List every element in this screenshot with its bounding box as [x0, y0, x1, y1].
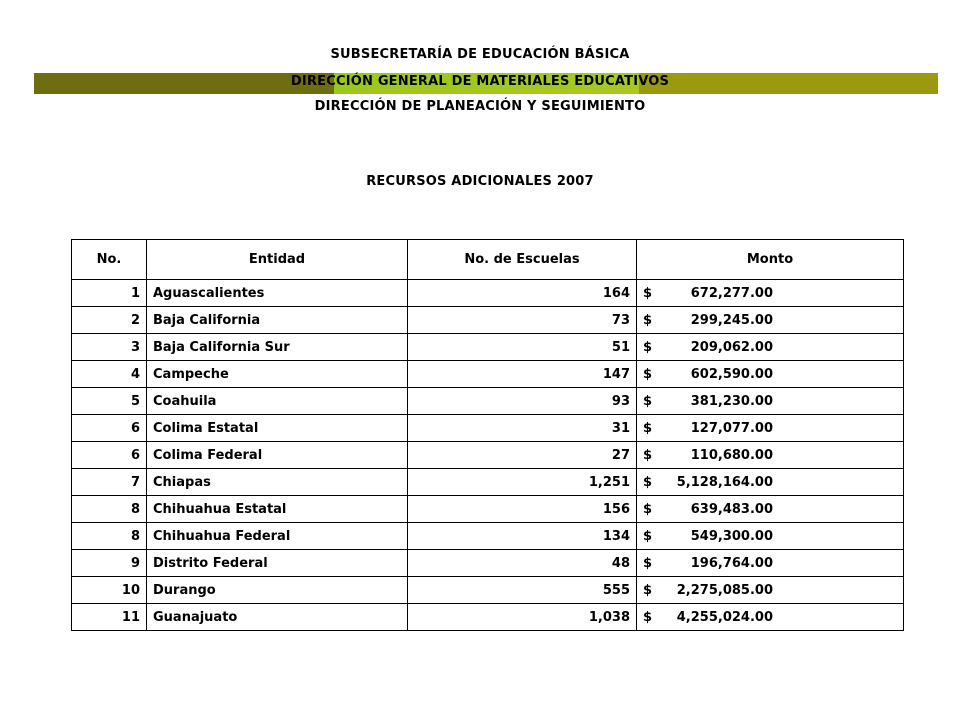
cell-entidad: Durango — [147, 577, 408, 604]
cell-entidad: Baja California Sur — [147, 334, 408, 361]
cell-monto — [637, 496, 904, 523]
monto-amount: 549,300.00 — [690, 528, 773, 544]
column-header-monto: Monto — [637, 240, 904, 280]
table-row — [72, 496, 904, 523]
cell-monto — [637, 523, 904, 550]
currency-symbol: $ — [643, 366, 653, 382]
table-row — [72, 604, 904, 631]
cell-no: 7 — [72, 469, 147, 496]
cell-monto — [637, 550, 904, 577]
column-header-no: No. — [72, 240, 147, 280]
table-row — [72, 334, 904, 361]
cell-entidad: Coahuila — [147, 388, 408, 415]
cell-escuelas: 164 — [408, 280, 637, 307]
monto-amount: 602,590.00 — [690, 366, 773, 382]
cell-monto — [637, 361, 904, 388]
table-row — [72, 469, 904, 496]
document-title: RECURSOS ADICIONALES 2007 — [366, 174, 594, 189]
cell-escuelas: 31 — [408, 415, 637, 442]
cell-entidad: Guanajuato — [147, 604, 408, 631]
monto-amount: 127,077.00 — [690, 420, 773, 436]
cell-escuelas: 555 — [408, 577, 637, 604]
cell-monto — [637, 307, 904, 334]
table-header-row — [72, 240, 904, 280]
currency-symbol: $ — [643, 393, 653, 409]
header-direccion-general: DIRECCIÓN GENERAL DE MATERIALES EDUCATIVOS — [290, 74, 670, 89]
cell-escuelas: 147 — [408, 361, 637, 388]
currency-symbol: $ — [643, 609, 653, 625]
cell-escuelas: 93 — [408, 388, 637, 415]
currency-symbol: $ — [643, 528, 653, 544]
cell-no: 8 — [72, 523, 147, 550]
cell-escuelas: 1,251 — [408, 469, 637, 496]
cell-no: 6 — [72, 415, 147, 442]
cell-escuelas: 27 — [408, 442, 637, 469]
table-row — [72, 577, 904, 604]
cell-monto — [637, 469, 904, 496]
cell-no: 9 — [72, 550, 147, 577]
column-header-entidad: Entidad — [147, 240, 408, 280]
table-row — [72, 442, 904, 469]
cell-entidad: Chiapas — [147, 469, 408, 496]
table-row — [72, 523, 904, 550]
cell-monto — [637, 334, 904, 361]
cell-escuelas: 48 — [408, 550, 637, 577]
table-row — [72, 361, 904, 388]
monto-amount: 672,277.00 — [690, 285, 773, 301]
monto-amount: 381,230.00 — [690, 393, 773, 409]
cell-escuelas: 1,038 — [408, 604, 637, 631]
cell-entidad: Colima Federal — [147, 442, 408, 469]
cell-no: 8 — [72, 496, 147, 523]
header-direccion-planeacion: DIRECCIÓN DE PLANEACIÓN Y SEGUIMIENTO — [314, 99, 646, 114]
cell-entidad: Chihuahua Estatal — [147, 496, 408, 523]
monto-amount: 110,680.00 — [690, 447, 773, 463]
cell-no: 5 — [72, 388, 147, 415]
table-row — [72, 388, 904, 415]
cell-monto — [637, 604, 904, 631]
cell-escuelas: 134 — [408, 523, 637, 550]
monto-amount: 639,483.00 — [690, 501, 773, 517]
cell-no: 10 — [72, 577, 147, 604]
cell-entidad: Distrito Federal — [147, 550, 408, 577]
cell-escuelas: 156 — [408, 496, 637, 523]
table-row — [72, 307, 904, 334]
cell-no: 1 — [72, 280, 147, 307]
cell-no: 2 — [72, 307, 147, 334]
cell-no: 6 — [72, 442, 147, 469]
column-header-escuelas: No. de Escuelas — [408, 240, 637, 280]
currency-symbol: $ — [643, 339, 653, 355]
monto-amount: 4,255,024.00 — [676, 609, 773, 625]
currency-symbol: $ — [643, 312, 653, 328]
cell-no: 3 — [72, 334, 147, 361]
currency-symbol: $ — [643, 420, 653, 436]
cell-no: 11 — [72, 604, 147, 631]
cell-escuelas: 73 — [408, 307, 637, 334]
cell-entidad: Aguascalientes — [147, 280, 408, 307]
monto-amount: 299,245.00 — [690, 312, 773, 328]
cell-monto — [637, 415, 904, 442]
currency-symbol: $ — [643, 555, 653, 571]
header-subsecretaria: SUBSECRETARÍA DE EDUCACIÓN BÁSICA — [330, 47, 630, 62]
cell-entidad: Chihuahua Federal — [147, 523, 408, 550]
currency-symbol: $ — [643, 285, 653, 301]
cell-monto — [637, 280, 904, 307]
cell-monto — [637, 442, 904, 469]
cell-entidad: Baja California — [147, 307, 408, 334]
cell-monto — [637, 577, 904, 604]
table-row — [72, 415, 904, 442]
table-row — [72, 550, 904, 577]
currency-symbol: $ — [643, 501, 653, 517]
currency-symbol: $ — [643, 447, 653, 463]
monto-amount: 5,128,164.00 — [676, 474, 773, 490]
currency-symbol: $ — [643, 582, 653, 598]
monto-amount: 209,062.00 — [690, 339, 773, 355]
monto-amount: 2,275,085.00 — [676, 582, 773, 598]
cell-no: 4 — [72, 361, 147, 388]
cell-escuelas: 51 — [408, 334, 637, 361]
resources-table — [71, 239, 904, 631]
monto-amount: 196,764.00 — [690, 555, 773, 571]
cell-entidad: Colima Estatal — [147, 415, 408, 442]
table-row — [72, 280, 904, 307]
currency-symbol: $ — [643, 474, 653, 490]
cell-monto — [637, 388, 904, 415]
cell-entidad: Campeche — [147, 361, 408, 388]
